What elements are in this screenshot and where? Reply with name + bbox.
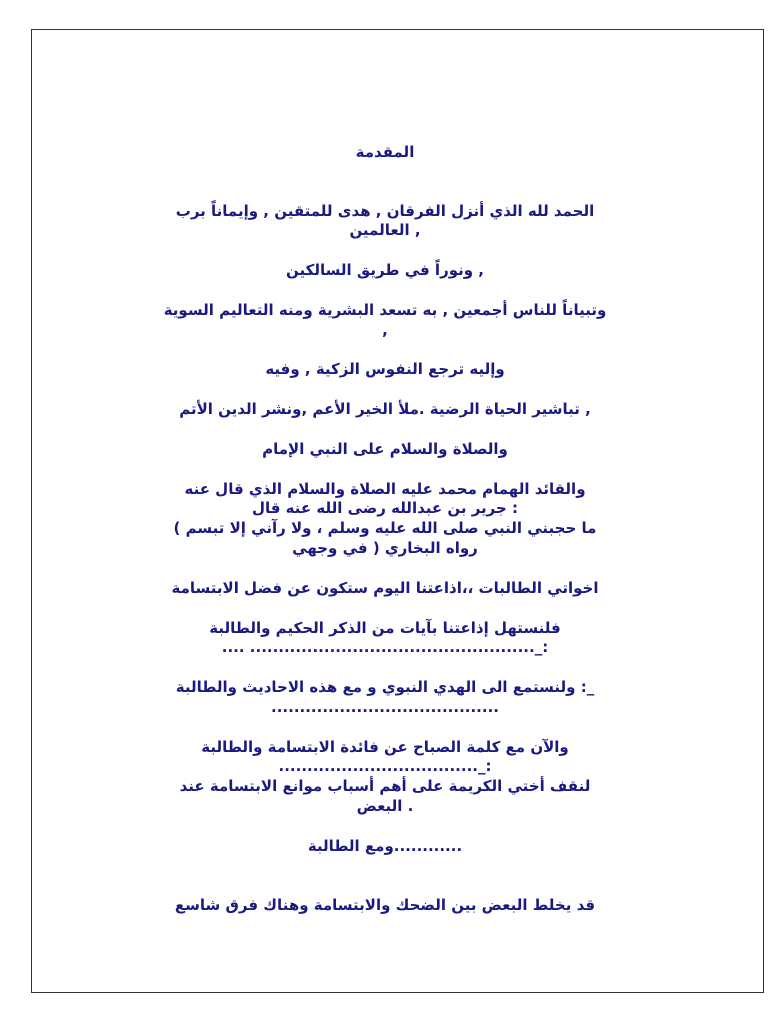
text-line-15: .... .................................................._:	[221, 638, 549, 656]
text-line-1: الحمد لله الذي أنزل الفرقان , هدى للمتقين , وإيماناً برب	[175, 202, 595, 220]
text-line-22: ............ومع الطالبة	[307, 837, 463, 855]
text-line-6: وإليه ترجع النفوس الزكية , وفيه	[265, 360, 505, 378]
text-line-4: وتبياناً للناس أجمعين , به تسعد البشرية ومنه التعاليم السوية	[163, 301, 607, 319]
text-line-8: والصلاة والسلام على النبي الإمام	[262, 440, 508, 458]
text-line-16: _: ولنستمع الى الهدي النبوي و مع هذه الاحاديث والطالبة	[175, 678, 595, 696]
text-line-9: والقائد الهمام محمد عليه الصلاة والسلام الذي قال عنه	[184, 480, 586, 498]
document-title: المقدمة	[355, 143, 415, 161]
text-line-19: ..................................._:	[278, 757, 492, 775]
text-line-21: . البعض	[356, 797, 414, 815]
text-line-13: اخواتي الطالبات ،،اذاعتنا اليوم ستكون عن فضل الابتسامة	[171, 579, 599, 597]
text-line-14: فلنستهل إذاعتنا بآيات من الذكر الحكيم والطالبة	[209, 619, 561, 637]
text-line-12: رواه البخاري ( في وجهي	[292, 539, 478, 557]
text-line-11: ما حجبني النبي صلى الله عليه وسلم ، ولا رآني إلا تبسم )	[173, 519, 597, 537]
text-line-20: لنقف أختي الكريمة على أهم أسباب موانع الابتسامة عند	[179, 777, 591, 795]
text-line-5: ,	[382, 321, 388, 339]
text-line-7: , تباشير الحياة الرضية .ملأ الخير الأعم ,ونشر الدين الأتم	[179, 400, 591, 418]
text-line-18: والآن مع كلمة الصباح عن فائدة الابتسامة والطالبة	[201, 738, 569, 756]
text-line-10: : جرير بن عبدالله رضى الله عنه قال	[251, 499, 519, 517]
text-line-2: , العالمين	[349, 221, 421, 239]
text-line-17: ........................................	[271, 698, 499, 716]
text-line-23: قد يخلط البعض بين الضحك والابتسامة وهناك فرق شاسع	[174, 896, 596, 914]
text-line-3: , ونوراً في طريق السالكين	[286, 261, 484, 279]
